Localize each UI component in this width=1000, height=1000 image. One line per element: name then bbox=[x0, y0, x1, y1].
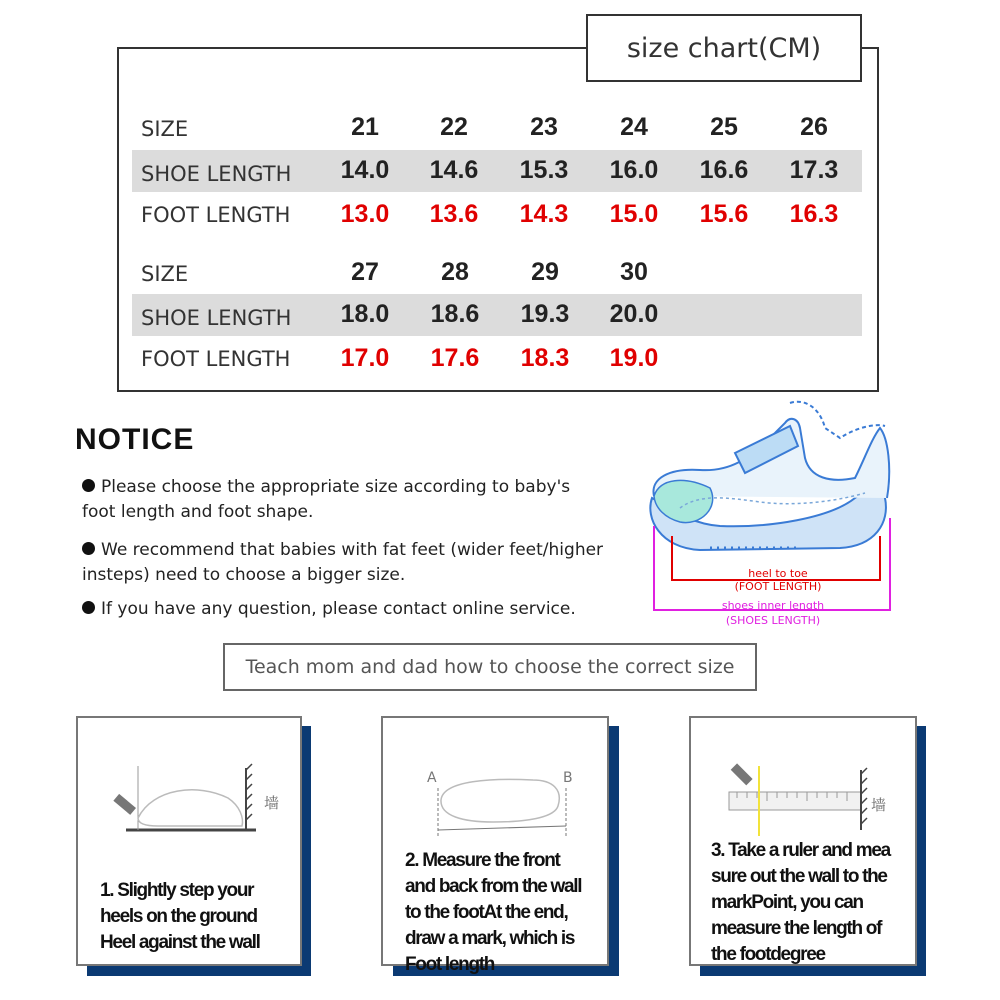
foot-length-cell: 15.0 bbox=[609, 200, 659, 228]
foot-length-cell: 15.6 bbox=[699, 200, 749, 228]
shoe-length-cell: 14.6 bbox=[429, 156, 479, 184]
shoe-length-cell: 19.3 bbox=[520, 300, 570, 328]
foot-length-label: FOOT LENGTH bbox=[141, 347, 291, 371]
notice-text: insteps) need to choose a bigger size. bbox=[82, 565, 406, 585]
foot-length-row-2 bbox=[132, 338, 862, 378]
shoe-diagram bbox=[640, 398, 900, 630]
size-cell: 24 bbox=[620, 113, 648, 141]
step-text-line: 3. Take a ruler and mea bbox=[711, 840, 890, 861]
footprint-icon bbox=[441, 779, 559, 822]
shoe-length-cell: 20.0 bbox=[609, 300, 659, 328]
size-cell: 25 bbox=[710, 113, 738, 141]
foot-length-cell: 16.3 bbox=[789, 200, 839, 228]
shoe-length-row-1 bbox=[132, 150, 862, 192]
size-row-2 bbox=[132, 252, 862, 292]
step-card-3 bbox=[689, 716, 917, 966]
foot-length-row-1 bbox=[132, 194, 862, 234]
size-chart-title: size chart(CM) bbox=[586, 14, 862, 82]
shoe-length-row-2 bbox=[132, 294, 862, 336]
step-text-line: 2. Measure the front bbox=[405, 850, 560, 871]
size-cell: 29 bbox=[531, 258, 559, 286]
notice-item bbox=[82, 475, 570, 525]
step-text-line: and back from the wall bbox=[405, 876, 582, 897]
size-cell: 22 bbox=[440, 113, 468, 141]
pencil-icon bbox=[113, 794, 136, 815]
shoes-length-label: (SHOES LENGTH) bbox=[725, 614, 821, 627]
size-cell: 30 bbox=[620, 258, 648, 286]
step-text-line: draw a mark, which is bbox=[405, 928, 575, 949]
step-1-illustration bbox=[78, 718, 300, 838]
ruler-icon bbox=[729, 792, 861, 810]
notice-item bbox=[82, 538, 603, 588]
shoe-length-cell: 16.6 bbox=[699, 156, 749, 184]
size-cell: 28 bbox=[441, 258, 469, 286]
bullet-icon bbox=[82, 601, 95, 614]
foot-length-cell: 17.6 bbox=[430, 344, 480, 372]
step-card-1 bbox=[76, 716, 302, 966]
step-2-illustration bbox=[383, 718, 607, 848]
label-a: A bbox=[427, 770, 437, 786]
shoe-length-cell: 15.3 bbox=[519, 156, 569, 184]
step-text-line: heels on the ground bbox=[100, 906, 257, 927]
step-text-line: markPoint, you can bbox=[711, 892, 863, 913]
notice-text: Please choose the appropriate size according to baby's bbox=[101, 477, 571, 497]
step-text-line: sure out the wall to the bbox=[711, 866, 887, 887]
shoe-length-cell: 17.3 bbox=[789, 156, 839, 184]
notice-item bbox=[82, 597, 576, 622]
step-text-line: 1. Slightly step your bbox=[100, 880, 254, 901]
size-cell: 26 bbox=[800, 113, 828, 141]
size-cell: 23 bbox=[530, 113, 558, 141]
pencil-icon bbox=[731, 763, 753, 785]
size-cell: 21 bbox=[351, 113, 379, 141]
foot-length-cell: 19.0 bbox=[609, 344, 659, 372]
shoes-inner-length-label: shoes inner length bbox=[721, 599, 825, 612]
step-text-line: Heel against the wall bbox=[100, 932, 260, 953]
step-text-line: the footdegree bbox=[711, 944, 825, 965]
teach-banner: Teach mom and dad how to choose the correct size bbox=[223, 643, 757, 691]
foot-icon bbox=[138, 790, 242, 826]
step-1-text bbox=[100, 878, 260, 956]
length-line-icon bbox=[438, 826, 566, 830]
notice-title: NOTICE bbox=[75, 423, 195, 456]
step-2-text bbox=[405, 848, 581, 978]
shoe-length-label: SHOE LENGTH bbox=[141, 306, 292, 330]
wall-label: 墙 bbox=[264, 794, 280, 812]
foot-length-cell: 17.0 bbox=[340, 344, 390, 372]
foot-length-label: (FOOT LENGTH) bbox=[734, 580, 822, 593]
foot-length-cell: 14.3 bbox=[519, 200, 569, 228]
shoe-length-cell: 16.0 bbox=[609, 156, 659, 184]
foot-length-cell: 13.0 bbox=[340, 200, 390, 228]
heel-to-toe-label: heel to toe bbox=[748, 567, 808, 580]
notice-text: We recommend that babies with fat feet (wider feet/higher bbox=[101, 540, 604, 560]
step-3-text bbox=[711, 838, 890, 968]
bullet-icon bbox=[82, 479, 95, 492]
step-text-line: measure the length of bbox=[711, 918, 882, 939]
step-card-2 bbox=[381, 716, 609, 975]
shoe-length-label: SHOE LENGTH bbox=[141, 162, 292, 186]
step-text-line: to the footAt the end, bbox=[405, 902, 568, 923]
step-3-illustration bbox=[691, 718, 915, 838]
shoe-length-cell: 14.0 bbox=[340, 156, 390, 184]
foot-length-cell: 18.3 bbox=[520, 344, 570, 372]
label-b: B bbox=[563, 770, 573, 786]
notice-text: foot length and foot shape. bbox=[82, 502, 314, 522]
size-row-1 bbox=[132, 107, 862, 147]
shoe-length-cell: 18.0 bbox=[340, 300, 390, 328]
foot-length-label: FOOT LENGTH bbox=[141, 203, 291, 227]
notice-text: If you have any question, please contact online service. bbox=[101, 599, 576, 619]
shoe-length-cell: 18.6 bbox=[430, 300, 480, 328]
size-cell: 27 bbox=[351, 258, 379, 286]
size-label: SIZE bbox=[141, 117, 189, 141]
bullet-icon bbox=[82, 542, 95, 555]
size-label: SIZE bbox=[141, 262, 189, 286]
wall-label: 墙 bbox=[871, 796, 887, 814]
shoe-cuff-icon bbox=[790, 402, 885, 438]
step-text-line: Foot length bbox=[405, 954, 495, 975]
foot-length-cell: 13.6 bbox=[429, 200, 479, 228]
